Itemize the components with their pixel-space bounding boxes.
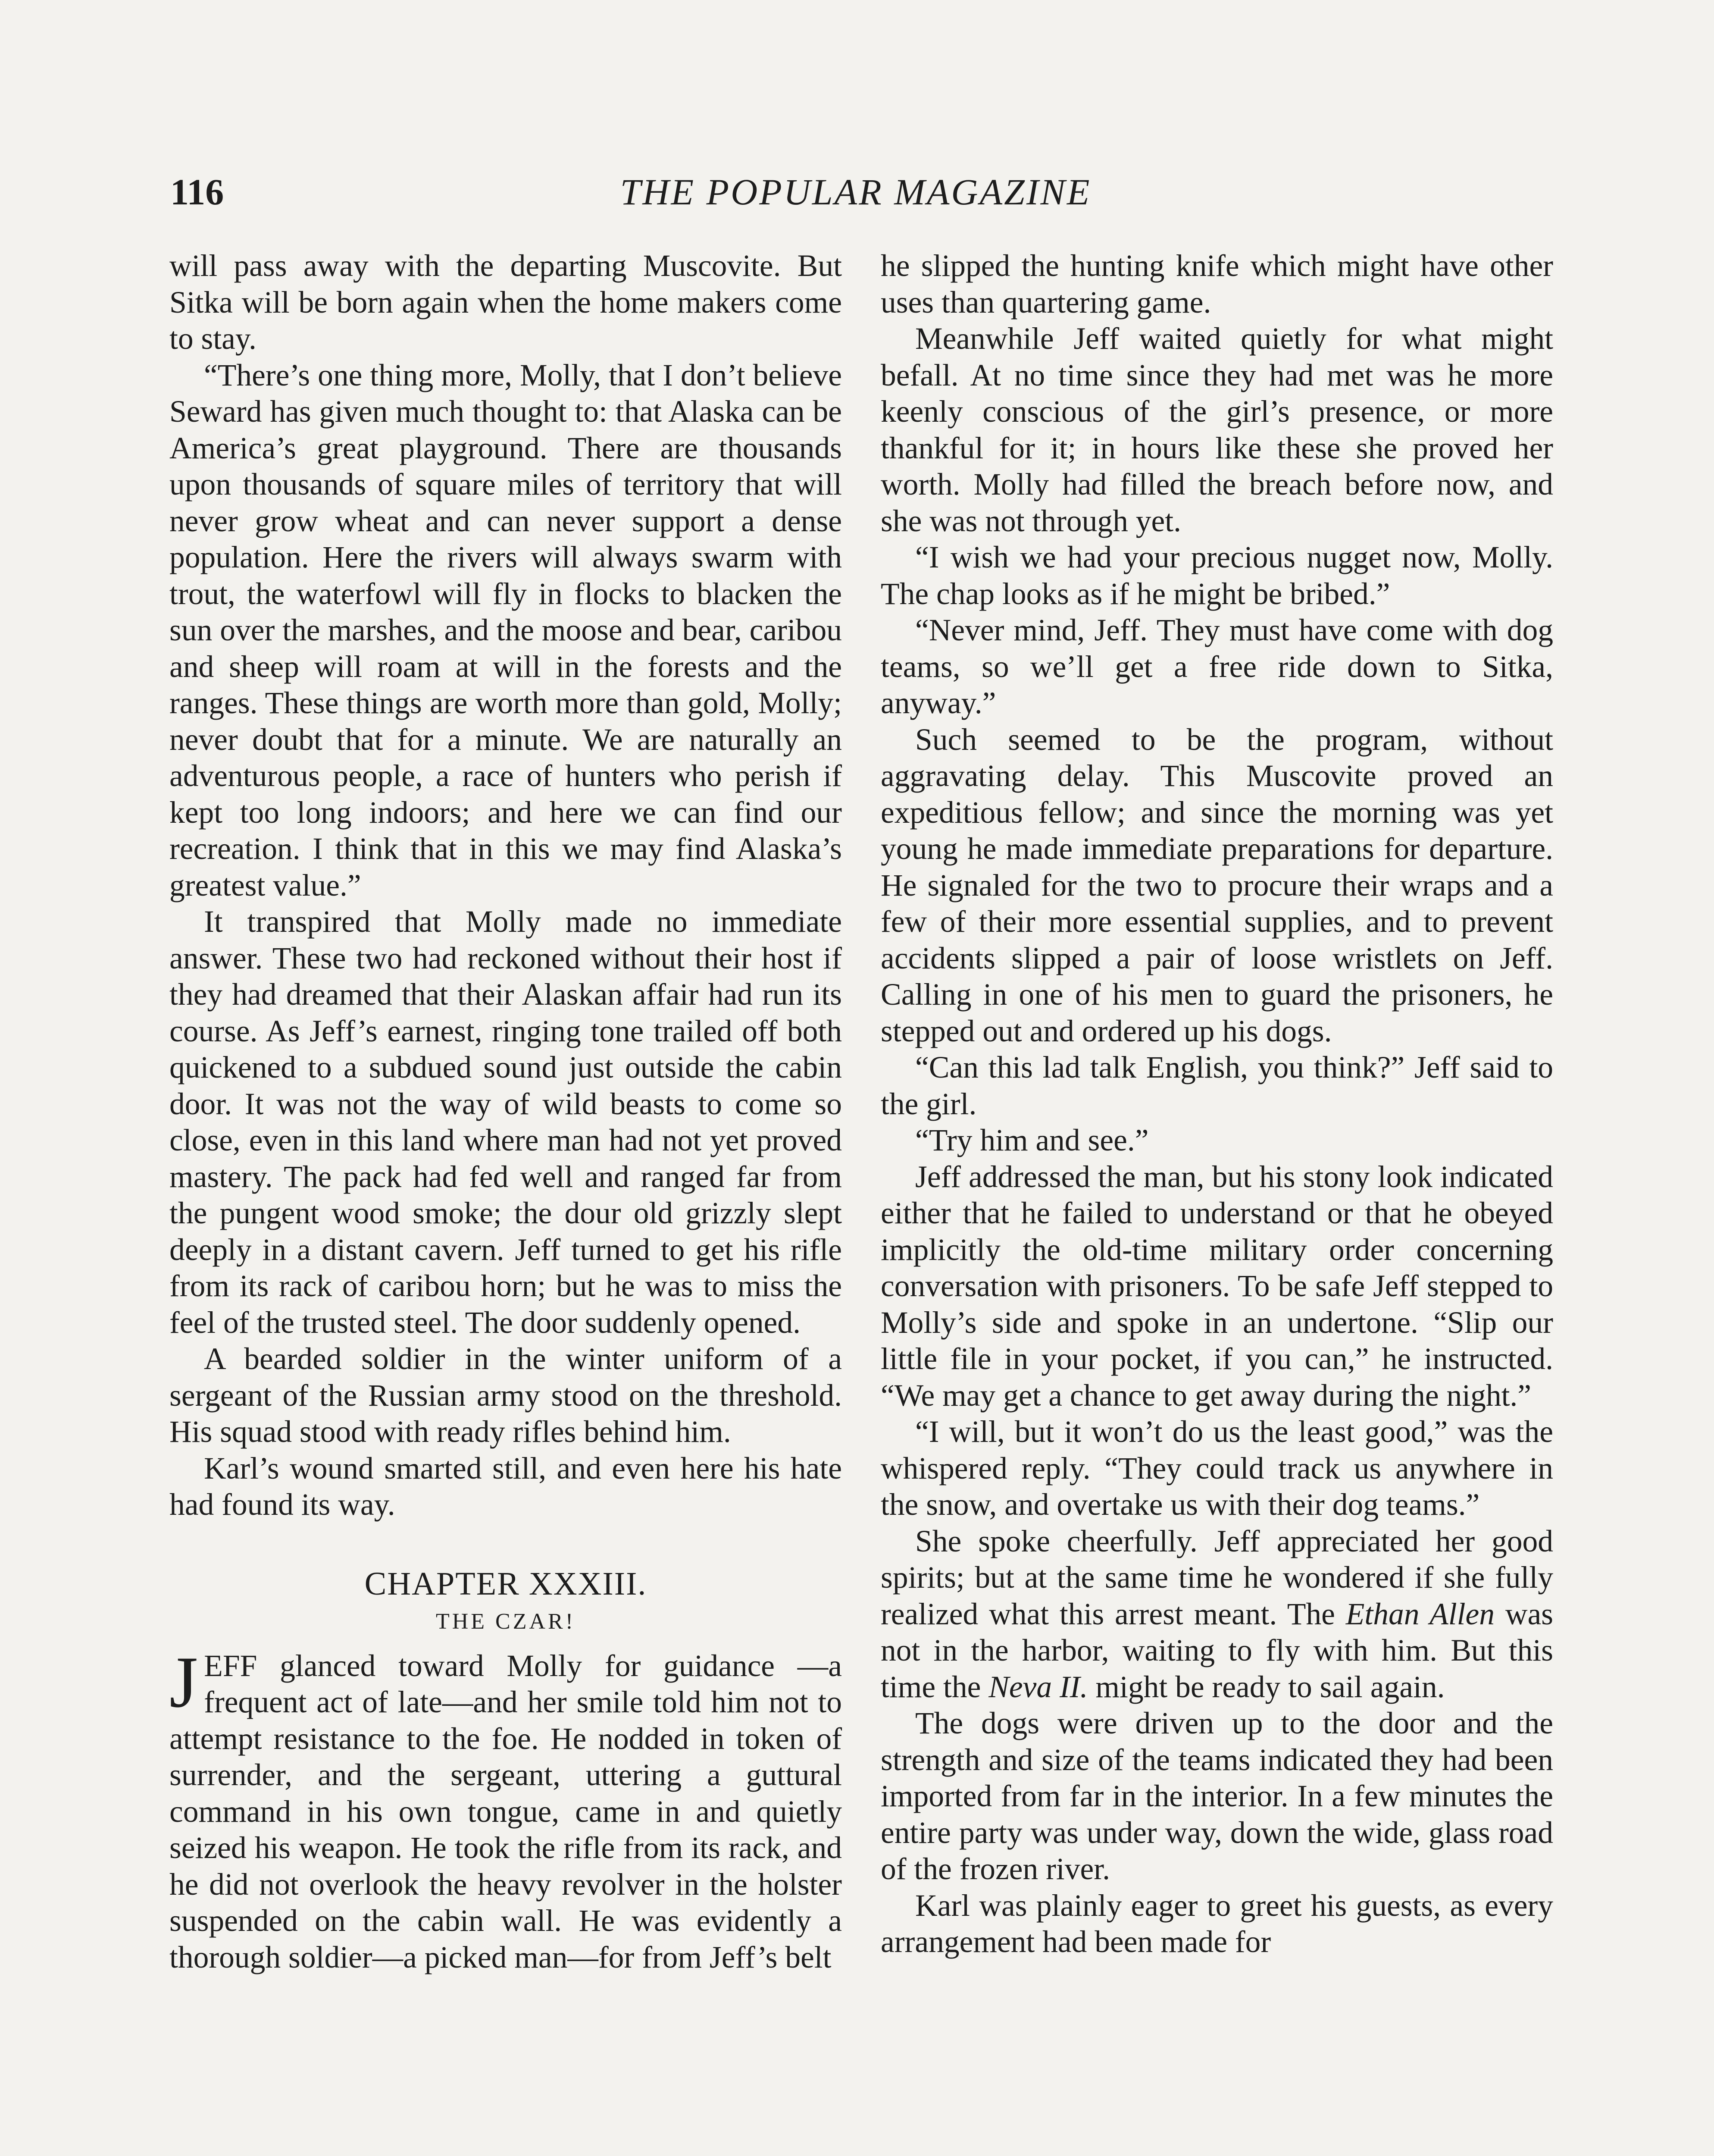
paragraph: “Try him and see.” — [915, 1123, 1149, 1157]
paragraph: Meanwhile Jeff waited quietly for what might befall. At no time since they had met was he more keenly conscious of the girl’s presence, or more thankful for it; in hours like these she proved her worth. Molly had filled the breach before now, and she was not through yet. — [881, 322, 1553, 538]
drop-cap: J — [169, 1641, 198, 1723]
paragraph: “Never mind, Jeff. They must have come with dog teams, so we’ll get a free ride down to Sitka, anyway.” — [881, 613, 1553, 720]
paragraph: will pass away with the departing Muscovite. But Sitka will be born again when the home makers come to stay. — [169, 249, 842, 356]
paragraph-text: was not in the harbor, waiting to fly with him. But this time the — [881, 1597, 1554, 1704]
page-header — [170, 170, 1541, 218]
left-column — [169, 248, 842, 1976]
paragraph-text: EFF glanced toward Molly for guidance —a frequent act of late—and her smile told him not to attempt resistance to the foe. He nodded in token of surrender, and the sergeant, uttering a guttural command in his own tongue, came in and quietly seized his weapon. He took the rifle from its rack, and he did not overlook the heavy revolver in the holster suspended on the cabin wall. He was evidently a thorough soldier—a picked man—for from Jeff’s belt — [169, 1648, 842, 1974]
page-number: 116 — [170, 171, 224, 213]
paragraph: Karl’s wound smarted still, and even here his hate had found its way. — [169, 1451, 842, 1522]
paragraph — [881, 1523, 1553, 1706]
paragraph: “There’s one thing more, Molly, that I don’t believe Seward has given much thought to: that Alaska can be America’s great playground. There are thousands upon thousands of square miles of territory that will never grow wheat and can never support a dense population. Here the rivers will always swarm with trout, the waterfowl will fly in flocks to blacken the sun over the marshes, and the moose and bear, caribou and sheep will roam at will in the forests and the ranges. These things are worth more than gold, Molly; never doubt that for a minute. We are naturally an adventurous people, a race of hunters who perish if kept too long indoors; and here we can find our recreation. I think that in this we may find Alaska’s greatest value.” — [169, 358, 842, 903]
paragraph: “I wish we had your precious nugget now, Molly. The chap looks as if he might be bribed.” — [881, 540, 1553, 611]
chapter-heading: CHAPTER XXXIII. — [364, 1565, 647, 1602]
chapter-first-paragraph — [169, 1641, 842, 1976]
paragraph: “I will, but it won’t do us the least good,” was the whispered reply. “They could track us anywhere in the snow, and overtake us with their dog teams.” — [881, 1415, 1553, 1522]
paragraph: he slipped the hunting knife which might have other uses than quartering game. — [881, 249, 1553, 320]
paragraph: Karl was plainly eager to greet his guests, as every arrangement had been made for — [881, 1888, 1553, 1959]
paragraph: The dogs were driven up to the door and the strength and size of the teams indicated they had been imported from far in the interior. In a few minutes the entire party was under way, down the wide, glass road of the frozen river. — [881, 1706, 1553, 1886]
chapter-subtitle: THE CZAR! — [435, 1609, 576, 1634]
paragraph: A bearded soldier in the winter uniform of a sergeant of the Russian army stood on the threshold. His squad stood with ready rifles behind him. — [169, 1342, 842, 1449]
paragraph: “Can this lad talk English, you think?” Jeff said to the girl. — [881, 1050, 1553, 1121]
running-title: THE POPULAR MAGAZINE — [620, 171, 1092, 213]
paragraph: Such seemed to be the program, without aggravating delay. This Muscovite proved an expeditious fellow; and since the morning was yet young he made immediate preparations for departure. He signaled for the two to procure their wraps and a few of their more essential supplies, and to prevent accidents slipped a pair of loose wristlets on Jeff. Calling in one of his men to guard the prisoners, he stepped out and ordered up his dogs. — [881, 722, 1553, 1048]
paragraph-text: She spoke cheerfully. Jeff appreciated her good spirits; but at the same time he wondered if she fully realized what this arrest meant. The — [881, 1524, 1553, 1631]
paragraph: It transpired that Molly made no immediate answer. These two had reckoned without their host if they had dreamed that their Alaskan affair had run its course. As Jeff’s earnest, ringing tone trailed off both quickened to a subdued sound just outside the cabin door. It was not the way of wild beasts to come so close, even in this land where man had not yet proved mastery. The pack had fed well and ranged far from the pungent wood smoke; the dour old grizzly slept deeply in a distant cavern. Jeff turned to get his rifle from its rack of caribou horn; but he was to miss the feel of the trusted steel. The door suddenly opened. — [169, 905, 842, 1340]
ship-name: Neva II. — [988, 1670, 1088, 1704]
paragraph: Jeff addressed the man, but his stony look indicated either that he failed to understand or that he obeyed implicitly the old-time military order concerning conversation with prisoners. To be safe Jeff stepped to Molly’s side and spoke in an undertone. “Slip our little file in your pocket, if you can,” he instructed. “We may get a chance to get away during the night.” — [881, 1159, 1553, 1413]
right-column — [881, 248, 1553, 1961]
paragraph-text: might be ready to sail again. — [1088, 1670, 1445, 1704]
ship-name: Ethan Allen — [1345, 1597, 1495, 1631]
